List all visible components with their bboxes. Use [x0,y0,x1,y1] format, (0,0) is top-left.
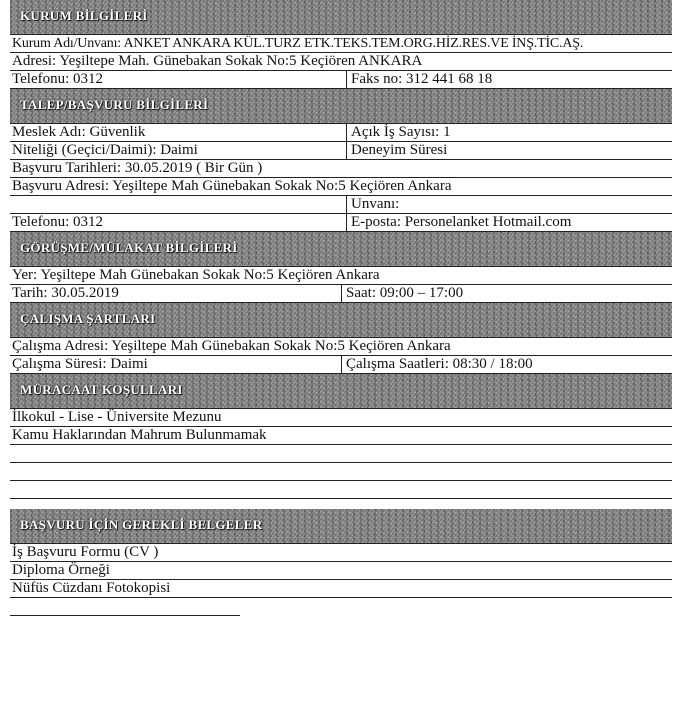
deneyim-suresi: Deneyim Süresi [346,142,447,159]
eposta: E-posta: Personelanket Hotmail.com [346,214,571,231]
section-header-talep [10,89,672,123]
empty-row [10,445,672,463]
list-item [10,580,672,598]
section-title: BAŞVURU İÇİN GEREKLİ BELGELER [20,517,263,532]
gerekli-belge: Diploma Örneği [12,562,110,578]
table-row [10,266,672,285]
muracaat-kosulu: Kamu Haklarından Mahrum Bulunmamak [12,427,267,443]
calisma-saatleri: Çalışma Saatleri: 08:30 / 18:00 [341,356,533,373]
list-item [10,408,672,427]
basvuru-adresi: Başvuru Adresi: Yeşiltepe Mah Günebakan Sokak No:5 Keçiören Ankara [12,178,452,194]
table-row [10,178,672,196]
gorusme-yer: Yer: Yeşiltepe Mah Günebakan Sokak No:5 Keçiören Ankara [12,267,380,283]
section-title: GÖRÜŞME/MÜLAKAT BİLGİLERİ [20,240,238,255]
muracaat-kosulu: İlkokul - Lise - Üniversite Mezunu [12,409,222,425]
unvan: Unvanı: [346,196,399,213]
section-title: ÇALIŞMA ŞARTLARI [20,311,156,326]
basvuru-tarihleri: Başvuru Tarihleri: 30.05.2019 ( Bir Gün ) [12,160,263,176]
section-header-gorusme [10,232,672,266]
calisma-adresi: Çalışma Adresi: Yeşiltepe Mah Günebakan Sokak No:5 Keçiören Ankara [12,338,451,354]
section-header-calisma [10,303,672,337]
table-row [10,142,672,160]
kurum-adi: Kurum Adı/Unvanı: ANKET ANKARA KÜL.TURZ ETK.TEKS.TEM.ORG.HİZ.RES.VE İNŞ.TİC.AŞ. [12,36,584,51]
section-header-belgeler [10,509,672,543]
empty-row [10,481,672,499]
talep-telefon: Telefonu: 0312 [12,214,104,230]
list-item [10,427,672,445]
spacer [10,499,672,509]
acik-is-sayisi: Açık İş Sayısı: 1 [346,124,451,141]
table-row [10,214,672,232]
nitelik: Niteliği (Geçici/Daimi): Daimi [12,142,198,158]
section-header-kurum [10,0,672,34]
empty-row [10,463,672,481]
table-row [10,160,672,178]
section-title: MÜRACAAT KOŞULLARI [20,382,183,397]
section-title: KURUM BİLGİLERİ [20,8,148,23]
gerekli-belge: Nüfüs Cüzdanı Fotokopisi [12,580,171,596]
gerekli-belge: İş Başvuru Formu (CV ) [12,544,159,560]
kurum-faks: Faks no: 312 441 68 18 [346,71,492,88]
table-row [10,71,672,89]
table-row [10,53,672,71]
kurum-adres: Adresi: Yeşiltepe Mah. Günebakan Sokak No:5 Keçiören ANKARA [12,53,423,69]
meslek-adi: Meslek Adı: Güvenlik [12,124,146,140]
section-header-muracaat [10,374,672,408]
table-row [10,356,672,374]
table-row [10,34,672,53]
gorusme-tarih: Tarih: 30.05.2019 [12,285,119,301]
table-row [10,123,672,142]
table-row [10,337,672,356]
calisma-suresi: Çalışma Süresi: Daimi [12,356,148,372]
list-item [10,562,672,580]
table-row [10,196,672,214]
empty-row [10,598,240,616]
kurum-telefon: Telefonu: 0312 [12,71,104,87]
table-row [10,285,672,303]
gorusme-saat: Saat: 09:00 – 17:00 [341,285,463,302]
document [10,0,672,616]
list-item [10,543,672,562]
section-title: TALEP/BAŞVURU BİLGİLERİ [20,97,209,112]
